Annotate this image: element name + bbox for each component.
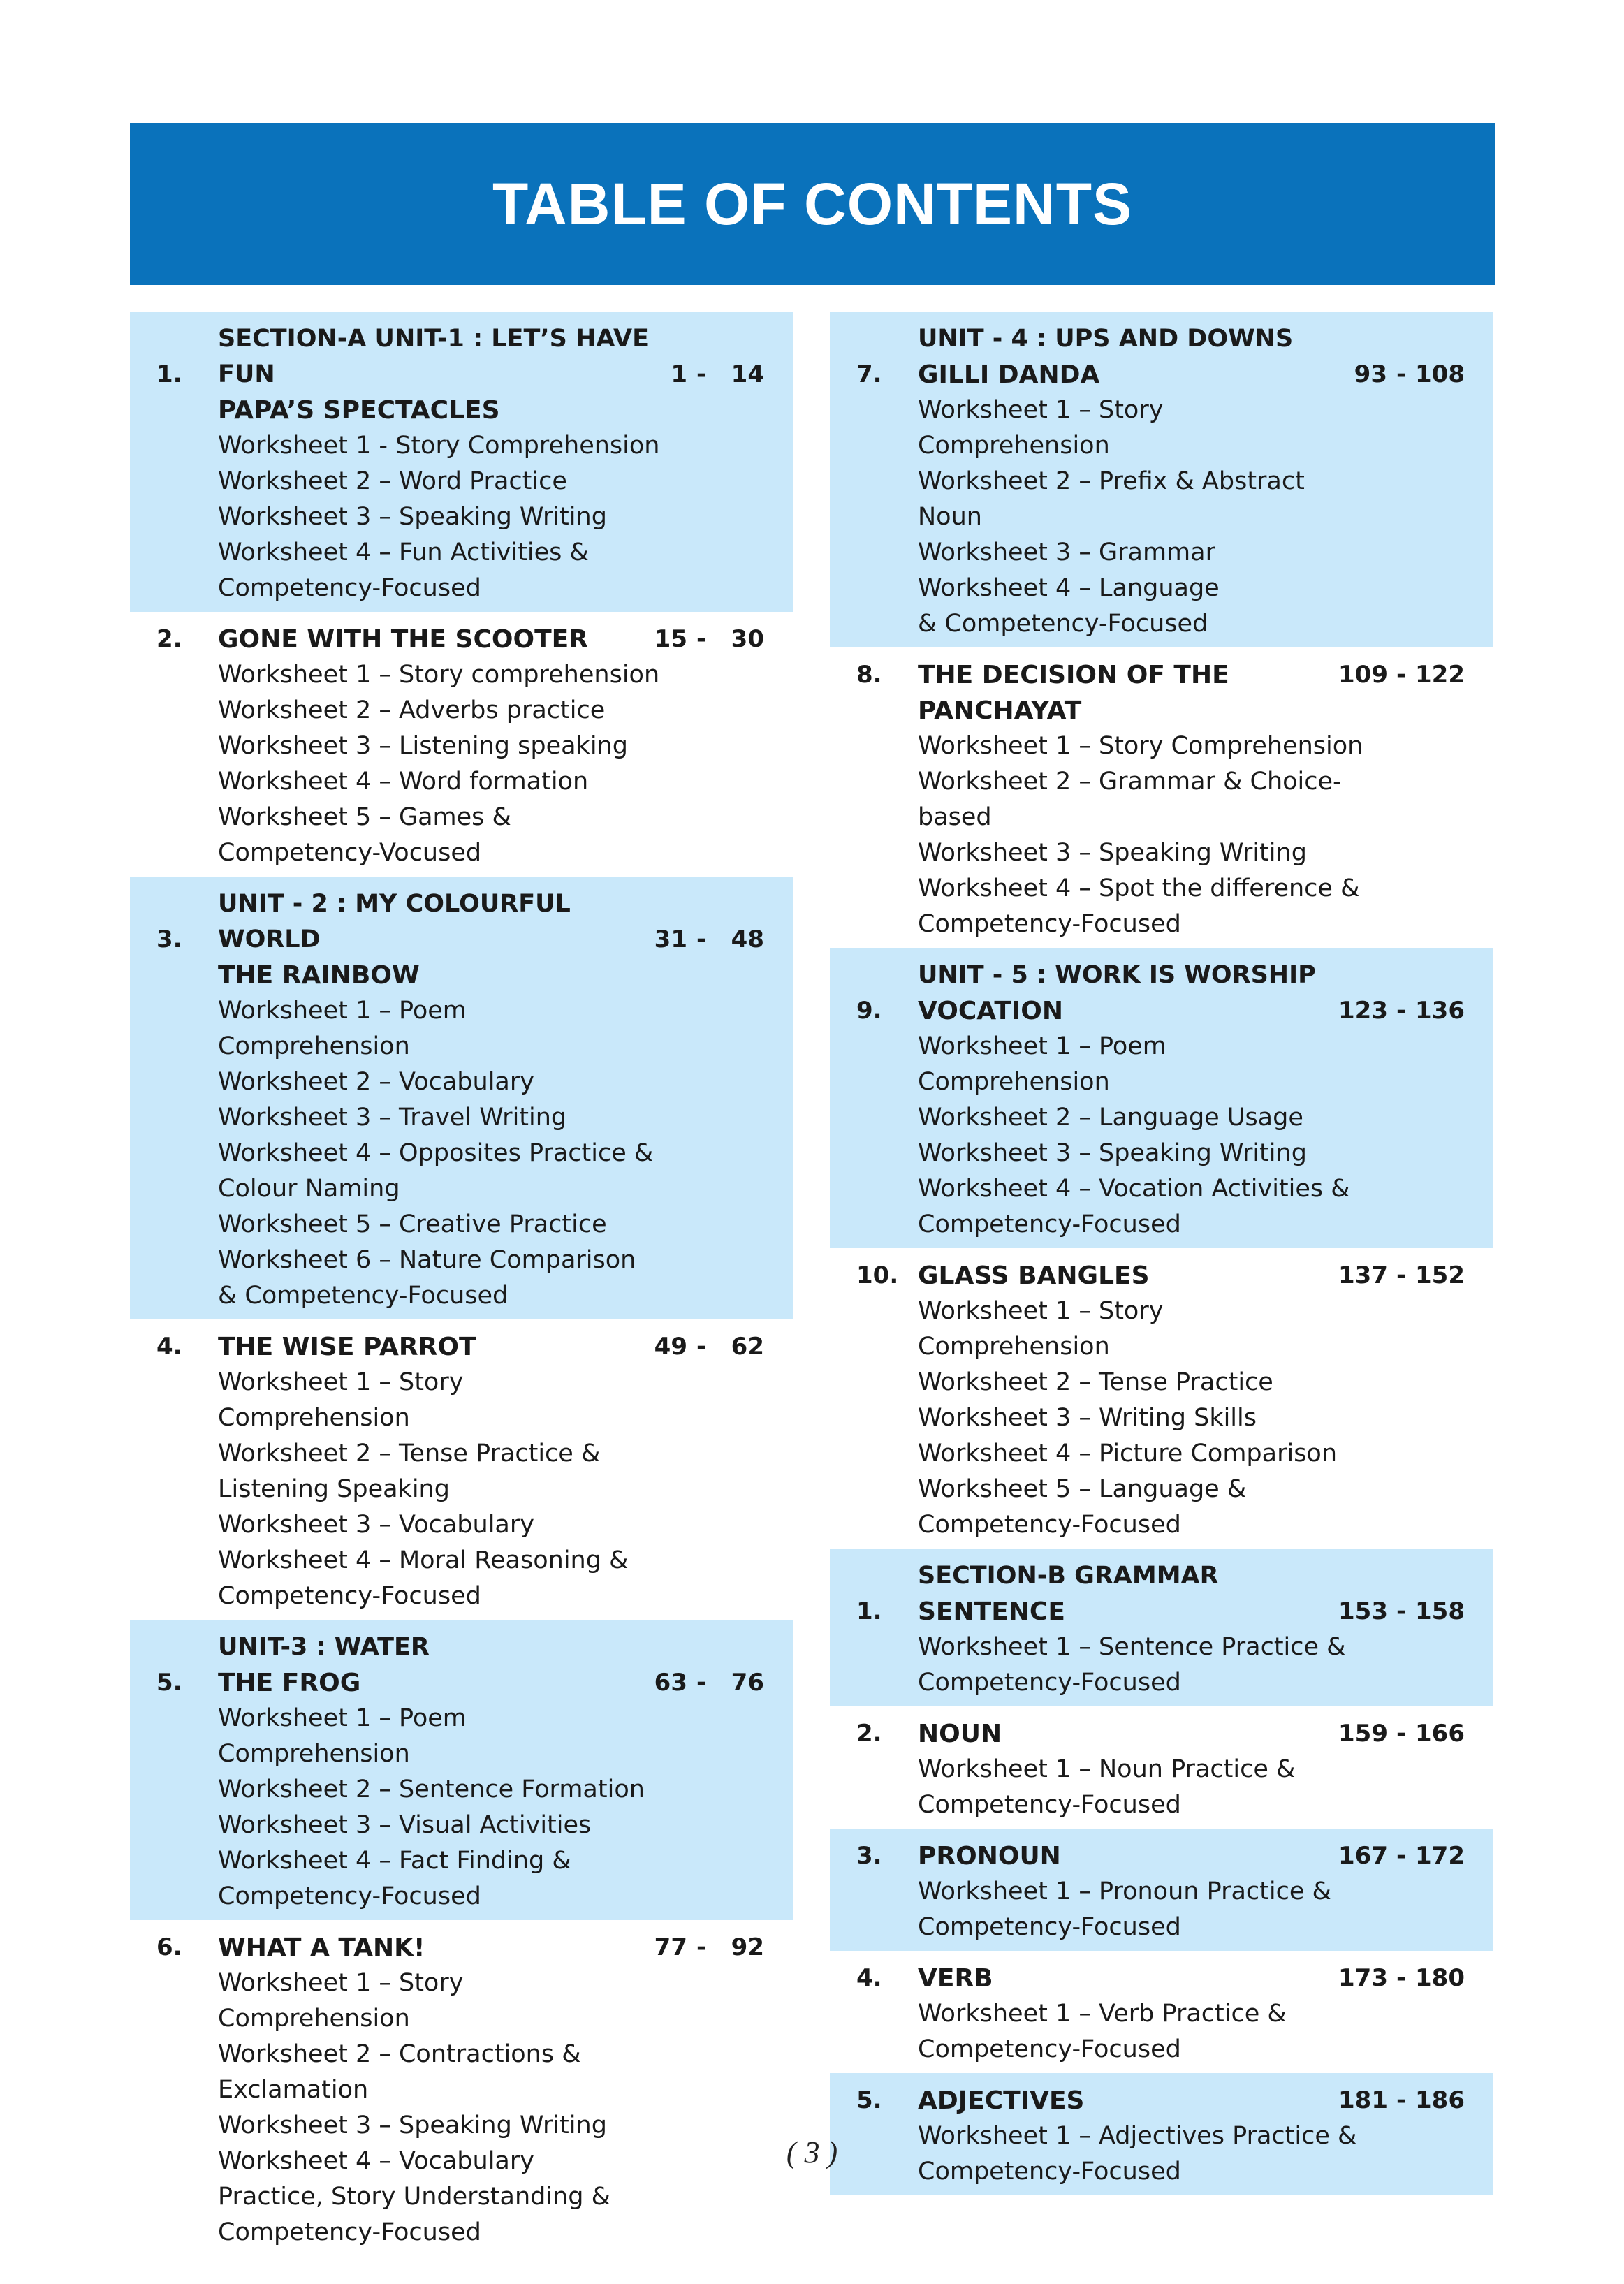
page-dash: - — [696, 1333, 707, 1361]
page-start: 93 — [1354, 360, 1387, 388]
worksheet-line: Competency-Focused — [218, 1582, 481, 1610]
toc-entry — [830, 647, 1493, 948]
page-start: 63 — [654, 1669, 687, 1697]
page-end: 158 — [1415, 1597, 1465, 1625]
worksheet-line: Competency-Focused — [918, 2035, 1181, 2063]
worksheet-line: Worksheet 2 – Contractions & — [218, 2040, 581, 2068]
worksheet-line: Worksheet 3 – Vocabulary — [218, 1511, 534, 1539]
worksheet-line: Worksheet 3 – Visual Activities — [218, 1811, 592, 1839]
worksheet-line: Worksheet 2 – Word Practice — [218, 467, 567, 495]
worksheet-line: Comprehension — [218, 1740, 410, 1768]
worksheet-line: Worksheet 1 – Story — [918, 396, 1164, 424]
chapter-title: NOUN — [918, 1720, 1002, 1748]
page-range — [1338, 1258, 1464, 1294]
entry-body — [218, 1329, 665, 1614]
worksheet-line: Worksheet 2 – Vocabulary — [218, 1068, 534, 1096]
entry-body — [918, 1258, 1365, 1543]
page-dash: - — [1396, 1720, 1407, 1748]
page-end: 172 — [1415, 1842, 1465, 1870]
toc-entry — [830, 948, 1493, 1248]
page-end: 14 — [731, 360, 764, 388]
worksheet-line: Worksheet 5 – Creative Practice — [218, 1210, 607, 1238]
page-dash: - — [696, 360, 707, 388]
page-dash: - — [1396, 2086, 1407, 2114]
toc-entry — [830, 1706, 1493, 1829]
toc-entry — [130, 1319, 793, 1620]
worksheet-line: Practice, Story Understanding & — [218, 2183, 610, 2211]
worksheet-line: Noun — [918, 503, 982, 531]
worksheet-line: Worksheet 1 – Sentence Practice & — [918, 1633, 1346, 1661]
page-start: 181 — [1338, 2086, 1388, 2114]
entry-number: 1. — [156, 360, 182, 388]
page-end: 108 — [1415, 360, 1465, 388]
page-range — [1338, 357, 1464, 393]
chapter-title: THE FROG — [218, 1669, 361, 1697]
chapter-title: GILLI DANDA — [918, 360, 1100, 389]
page-range — [638, 1930, 764, 1965]
page-dash: - — [1396, 360, 1407, 388]
page-dash: - — [1396, 997, 1407, 1025]
entry-body — [218, 1930, 665, 2250]
page-end: 152 — [1415, 1261, 1465, 1289]
toc-column-right — [830, 312, 1493, 2195]
worksheet-line: Worksheet 3 – Speaking Writing — [218, 503, 607, 531]
worksheet-line: Comprehension — [218, 1404, 410, 1432]
worksheet-line: Comprehension — [918, 1333, 1110, 1361]
worksheet-line: Worksheet 2 – Prefix & Abstract — [918, 467, 1305, 495]
worksheet-line: Worksheet 2 – Sentence Formation — [218, 1776, 645, 1803]
page-start: 31 — [654, 925, 687, 953]
worksheet-line: Competency-Focused — [218, 1882, 481, 1910]
worksheet-line: Worksheet 5 – Games & — [218, 803, 511, 831]
chapter-title: VERB — [918, 1964, 993, 1993]
chapter-title: VOCATION — [918, 997, 1064, 1025]
toc-header — [130, 123, 1495, 285]
chapter-title: GLASS BANGLES — [918, 1261, 1150, 1290]
worksheet-line: Competency-Focused — [918, 1210, 1181, 1238]
page-dash: - — [696, 1669, 707, 1697]
worksheet-line: Competency-Focused — [218, 2218, 481, 2246]
entry-body — [918, 1838, 1365, 1945]
entry-body — [218, 622, 665, 871]
chapter-title: ADJECTIVES — [918, 2086, 1085, 2115]
page-end: 76 — [731, 1669, 764, 1697]
unit-heading: UNIT - 4 : UPS AND DOWNS — [918, 325, 1294, 353]
entry-body — [918, 1961, 1365, 2067]
worksheet-line: Worksheet 1 - Story Comprehension — [218, 432, 660, 460]
page-end: 180 — [1415, 1964, 1465, 1992]
unit-heading: UNIT-3 : WATER — [218, 1633, 430, 1661]
entry-number: 6. — [156, 1933, 182, 1961]
entry-number: 4. — [856, 1964, 882, 1992]
page-range — [638, 622, 764, 657]
page-range — [1338, 1594, 1464, 1630]
worksheet-line: Worksheet 4 – Language — [918, 574, 1220, 602]
worksheet-line: Worksheet 3 – Speaking Writing — [918, 1139, 1307, 1167]
worksheet-line: Worksheet 1 – Poem — [918, 1032, 1166, 1060]
entry-number: 4. — [156, 1333, 182, 1361]
entry-number: 7. — [856, 360, 882, 388]
page-range — [638, 1665, 764, 1701]
toc-entry — [830, 1951, 1493, 2073]
page-range — [1338, 2083, 1464, 2118]
worksheet-line: Competency-Focused — [918, 1791, 1181, 1819]
page-range — [638, 922, 764, 958]
page-end: 122 — [1415, 661, 1465, 689]
worksheet-line: Competency-Focused — [918, 910, 1181, 938]
page-dash: - — [1396, 1261, 1407, 1289]
worksheet-line: Worksheet 2 – Grammar & Choice- — [918, 768, 1342, 796]
page-start: 153 — [1338, 1597, 1388, 1625]
chapter-title: THE DECISION OF THE — [918, 661, 1229, 689]
entry-number: 3. — [156, 925, 182, 953]
entry-body — [918, 1716, 1365, 1823]
worksheet-line: Competency-Focused — [918, 2158, 1181, 2186]
worksheet-line: Worksheet 1 – Story Comprehension — [918, 732, 1363, 760]
worksheet-line: Worksheet 3 – Grammar — [918, 539, 1215, 566]
page-range — [1338, 1838, 1464, 1874]
toc-entry — [130, 1920, 793, 2256]
page-start: 159 — [1338, 1720, 1388, 1748]
worksheet-line: Worksheet 6 – Nature Comparison — [218, 1246, 636, 1274]
chapter-title: THE WISE PARROT — [218, 1333, 476, 1361]
page-number: ( 3 ) — [786, 2135, 838, 2169]
toc-entry — [830, 1248, 1493, 1549]
page-dash: - — [1396, 661, 1407, 689]
unit-heading: SECTION-A UNIT-1 : LET’S HAVE FUN — [218, 325, 650, 388]
entry-number: 9. — [856, 997, 882, 1025]
entry-body — [918, 321, 1365, 642]
chapter-title: GONE WITH THE SCOOTER — [218, 625, 588, 654]
toc-entry — [130, 1620, 793, 1920]
entry-body — [218, 886, 665, 1314]
worksheet-line: Exclamation — [218, 2076, 369, 2104]
page-end: 62 — [731, 1333, 764, 1361]
worksheet-line: Comprehension — [918, 432, 1110, 460]
page-start: 15 — [654, 625, 687, 653]
worksheet-line: Worksheet 5 – Language & — [918, 1475, 1247, 1503]
page-end: 48 — [731, 925, 764, 953]
entry-number: 2. — [856, 1720, 882, 1748]
worksheet-line: Competency-Vocused — [218, 839, 482, 867]
page-end: 30 — [731, 625, 764, 653]
worksheet-line: Worksheet 1 – Story comprehension — [218, 661, 660, 689]
page-start: 1 — [671, 360, 687, 388]
page-start: 77 — [654, 1933, 687, 1961]
worksheet-line: Colour Naming — [218, 1175, 400, 1203]
worksheet-line: Worksheet 4 – Opposites Practice & — [218, 1139, 654, 1167]
unit-heading: UNIT - 2 : MY COLOURFUL WORLD — [218, 890, 571, 953]
chapter-title: PANCHAYAT — [918, 696, 1082, 725]
worksheet-line: Worksheet 3 – Travel Writing — [218, 1104, 567, 1132]
worksheet-line: Comprehension — [918, 1068, 1110, 1096]
toc-entry — [130, 877, 793, 1319]
entry-number: 3. — [856, 1842, 882, 1870]
unit-heading: SECTION-B GRAMMAR — [918, 1562, 1219, 1590]
page-dash: - — [1396, 1964, 1407, 1992]
worksheet-line: Worksheet 2 – Tense Practice — [918, 1368, 1273, 1396]
chapter-title: THE RAINBOW — [218, 961, 420, 990]
worksheet-line: Worksheet 4 – Spot the difference & — [918, 874, 1360, 902]
page-range — [638, 357, 764, 393]
worksheet-line: Competency-Focused — [918, 1511, 1181, 1539]
toc-entry — [130, 612, 793, 877]
toc-entry — [130, 312, 793, 612]
entry-body — [918, 958, 1365, 1243]
toc-entry — [830, 312, 1493, 647]
page-start: 167 — [1338, 1842, 1388, 1870]
entry-body — [218, 321, 665, 606]
chapter-title: SENTENCE — [918, 1597, 1065, 1626]
worksheet-line: Worksheet 1 – Verb Practice & — [918, 2000, 1287, 2028]
worksheet-line: based — [918, 803, 992, 831]
page-start: 109 — [1338, 661, 1388, 689]
entry-body — [918, 1558, 1365, 1701]
worksheet-line: Worksheet 1 – Pronoun Practice & — [918, 1877, 1331, 1905]
worksheet-line: Worksheet 3 – Speaking Writing — [218, 2111, 607, 2139]
worksheet-line: Worksheet 1 – Poem — [218, 997, 467, 1025]
chapter-title: PAPA’S SPECTACLES — [218, 396, 500, 425]
toc-entry — [830, 1549, 1493, 1706]
worksheet-line: Worksheet 1 – Adjectives Practice & — [918, 2122, 1357, 2150]
page-start: 137 — [1338, 1261, 1388, 1289]
toc-column-left — [130, 312, 793, 2256]
entry-body — [218, 1630, 665, 1915]
worksheet-line: Worksheet 1 – Story — [918, 1297, 1164, 1325]
chapter-title: WHAT A TANK! — [218, 1933, 425, 1962]
page-end: 92 — [731, 1933, 764, 1961]
entry-number: 5. — [856, 2086, 882, 2114]
page-dash: - — [696, 625, 707, 653]
worksheet-line: Competency-Focused — [918, 1913, 1181, 1941]
worksheet-line: Worksheet 1 – Poem — [218, 1704, 467, 1732]
worksheet-line: Worksheet 4 – Fact Finding & — [218, 1847, 571, 1875]
entry-number: 10. — [856, 1261, 899, 1289]
page-dash: - — [1396, 1597, 1407, 1625]
worksheet-line: Worksheet 3 – Writing Skills — [918, 1404, 1257, 1432]
chapter-title: PRONOUN — [918, 1842, 1061, 1871]
worksheet-line: Worksheet 3 – Listening speaking — [218, 732, 628, 760]
worksheet-line: Comprehension — [218, 1032, 410, 1060]
entry-body — [918, 657, 1365, 942]
page-start: 123 — [1338, 997, 1388, 1025]
entry-number: 2. — [156, 625, 182, 653]
worksheet-line: Listening Speaking — [218, 1475, 450, 1503]
page-range — [1338, 993, 1464, 1029]
page-end: 136 — [1415, 997, 1465, 1025]
worksheet-line: Worksheet 4 – Fun Activities & — [218, 539, 589, 566]
page-range — [1338, 657, 1464, 693]
entry-number: 1. — [856, 1597, 882, 1625]
worksheet-line: Worksheet 3 – Speaking Writing — [918, 839, 1307, 867]
toc-entry — [830, 1829, 1493, 1951]
page-dash: - — [1396, 1842, 1407, 1870]
page-dash: - — [696, 925, 707, 953]
entry-number: 8. — [856, 661, 882, 689]
unit-heading: UNIT - 5 : WORK IS WORSHIP — [918, 961, 1316, 989]
page-start: 49 — [654, 1333, 687, 1361]
page-end: 186 — [1415, 2086, 1465, 2114]
worksheet-line: Worksheet 1 – Story — [218, 1368, 464, 1396]
worksheet-line: Competency-Focused — [218, 574, 481, 602]
worksheet-line: Worksheet 4 – Moral Reasoning & — [218, 1546, 629, 1574]
worksheet-line: & Competency-Focused — [918, 610, 1208, 638]
worksheet-line: Worksheet 2 – Adverbs practice — [218, 696, 606, 724]
worksheet-line: Worksheet 2 – Tense Practice & — [218, 1440, 601, 1467]
page-range — [638, 1329, 764, 1365]
worksheet-line: Worksheet 4 – Vocation Activities & — [918, 1175, 1350, 1203]
worksheet-line: Worksheet 4 – Picture Comparison — [918, 1440, 1338, 1467]
worksheet-line: Worksheet 1 – Noun Practice & — [918, 1755, 1296, 1783]
toc-title: TABLE OF CONTENTS — [492, 170, 1133, 237]
page-dash: - — [696, 1933, 707, 1961]
worksheet-line: Competency-Focused — [918, 1669, 1181, 1697]
worksheet-line: Worksheet 4 – Vocabulary — [218, 2147, 534, 2175]
page-end: 166 — [1415, 1720, 1465, 1748]
worksheet-line: Worksheet 1 – Story — [218, 1969, 464, 1997]
entry-number: 5. — [156, 1669, 182, 1697]
page-start: 173 — [1338, 1964, 1388, 1992]
worksheet-line: & Competency-Focused — [218, 1282, 509, 1310]
page-range — [1338, 1716, 1464, 1752]
worksheet-line: Worksheet 4 – Word formation — [218, 768, 589, 796]
page-range — [1338, 1961, 1464, 1996]
worksheet-line: Worksheet 2 – Language Usage — [918, 1104, 1303, 1132]
worksheet-line: Comprehension — [218, 2005, 410, 2033]
